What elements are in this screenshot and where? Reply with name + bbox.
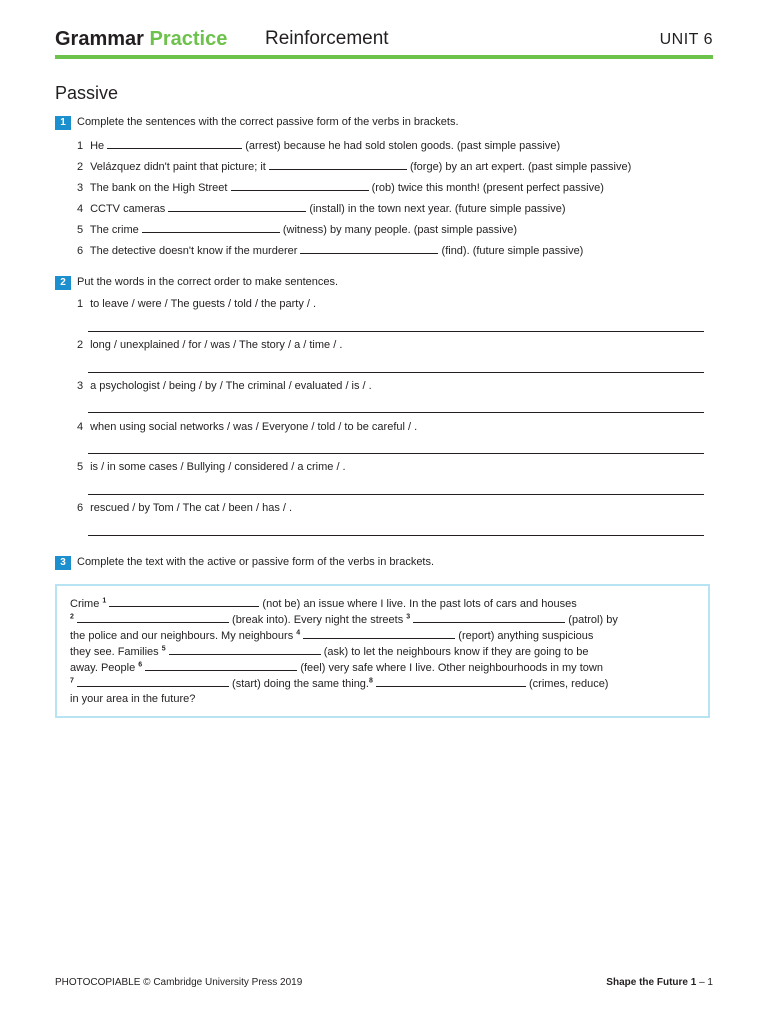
gap-fill-text-box [55,584,710,718]
ex1-item [77,244,583,257]
text-segment: (not be) an issue where I live. In the past lots of cars and houses [259,598,577,610]
header-title [55,28,227,51]
gap-number: 6 [138,661,143,669]
item-text: (find). (future simple passive) [438,245,584,257]
footer-copyright: PHOTOCOPIABLE © Cambridge University Press 2019 [55,977,303,988]
answer-blank[interactable] [142,223,280,233]
item-number: 2 [77,161,84,173]
text-segment: (patrol) by [565,614,618,626]
header-practice: Practice [149,28,228,50]
exercise-2-number: 2 [55,276,71,290]
answer-line[interactable] [88,494,704,495]
header-reinforcement: Reinforcement [265,28,389,49]
answer-blank[interactable] [145,661,297,671]
text-line [70,661,603,674]
answer-line[interactable] [88,331,704,332]
answer-line[interactable] [88,372,704,373]
header-unit: UNIT 6 [659,31,713,48]
text-line [70,677,608,690]
header-grammar: Grammar [55,28,144,50]
answer-blank[interactable] [231,181,369,191]
ex1-item [77,223,517,236]
item-number: 3 [77,182,84,194]
item-text: The crime [89,224,142,236]
answer-blank[interactable] [77,613,229,623]
text-line [70,645,589,658]
answer-blank[interactable] [168,202,306,212]
item-text: He [90,140,108,152]
text-segment: Crime [70,598,103,610]
ex2-item [77,298,316,310]
text-line [70,693,195,705]
item-number: 1 [77,298,84,310]
answer-blank[interactable] [77,677,229,687]
item-number: 5 [77,461,84,473]
item-number: 3 [77,380,84,392]
section-title: Passive [55,83,119,103]
item-text: (witness) by many people. (past simple passive) [279,224,518,236]
gap-number: 3 [406,613,411,621]
answer-blank[interactable] [300,244,438,254]
item-text: The detective doesn't know if the murderer [89,245,301,257]
exercise-1-instruction: Complete the sentences with the correct passive form of the verbs in brackets. [77,116,459,128]
item-number: 1 [77,140,84,152]
item-text: when using social networks / was / Everyone / told / to be careful / . [90,421,418,433]
answer-line[interactable] [88,412,704,413]
answer-line[interactable] [88,453,704,454]
text-line [70,629,593,642]
gap-number: 4 [296,629,301,637]
text-segment: they see. Families [70,646,162,658]
ex1-item [77,181,604,194]
text-segment: (start) doing the same thing. [228,678,369,690]
item-text: (rob) twice this month! (present perfect passive) [368,182,604,194]
header-divider [55,55,713,59]
item-number: 6 [77,502,84,514]
exercise-3-number: 3 [55,556,71,570]
exercise-3-instruction: Complete the text with the active or passive form of the verbs in brackets. [77,556,435,568]
answer-blank[interactable] [107,139,242,149]
item-number: 4 [77,421,84,433]
item-text: (install) in the town next year. (future simple passive) [306,203,566,215]
ex2-item [77,339,342,351]
gap-number: 1 [102,597,107,605]
gap-number: 2 [70,613,74,621]
item-text: long / unexplained / for / was / The story / a / time / . [90,339,343,351]
page-header [55,28,713,58]
answer-blank[interactable] [413,613,565,623]
item-text: The bank on the High Street [89,182,231,194]
text-line [70,613,618,626]
item-text: a psychologist / being / by / The criminal / evaluated / is / . [90,380,372,392]
item-number: 2 [77,339,84,351]
ex1-item [77,139,560,152]
answer-blank[interactable] [109,597,259,607]
text-segment: (break into). Every night the streets [228,614,407,626]
footer-book-title: Shape the Future 1 [606,977,697,988]
item-text: is / in some cases / Bullying / considered / a crime / . [90,461,346,473]
answer-blank[interactable] [376,677,526,687]
answer-blank[interactable] [169,645,321,655]
ex2-item [77,421,417,433]
gap-number: 5 [161,645,166,653]
answer-blank[interactable] [269,160,407,170]
item-text: rescued / by Tom / The cat / been / has / . [90,502,293,514]
exercise-1-number: 1 [55,116,71,130]
item-number: 5 [77,224,84,236]
ex1-item [77,202,566,215]
text-segment: (feel) very safe where I live. Other neighbourhoods in my town [297,662,603,674]
ex2-item [77,380,372,392]
gap-number: 8 [368,677,373,685]
text-line [70,597,577,610]
ex2-item [77,502,292,514]
ex1-item [77,160,631,173]
text-segment: (report) anything suspicious [455,630,594,642]
item-text: to leave / were / The guests / told / the party / . [90,298,317,310]
text-segment: (ask) to let the neighbours know if they are going to be [320,646,589,658]
item-number: 4 [77,203,84,215]
exercise-2-instruction: Put the words in the correct order to make sentences. [77,276,339,288]
text-segment: away. People [70,662,139,674]
text-segment: in your area in the future? [70,693,196,705]
item-number: 6 [77,245,84,257]
item-text: (forge) by an art expert. (past simple passive) [406,161,632,173]
text-segment: the police and our neighbours. My neighbours [70,630,297,642]
footer-page-number: – 1 [696,977,713,988]
answer-blank[interactable] [303,629,455,639]
answer-line[interactable] [88,535,704,536]
item-text: CCTV cameras [90,203,169,215]
text-segment: (crimes, reduce) [525,678,609,690]
footer-page-label [606,977,713,988]
item-text: (arrest) because he had sold stolen goods. (past simple passive) [242,140,561,152]
item-text: Velázquez didn't paint that picture; it [90,161,269,173]
ex2-item [77,461,346,473]
gap-number: 7 [70,677,74,685]
